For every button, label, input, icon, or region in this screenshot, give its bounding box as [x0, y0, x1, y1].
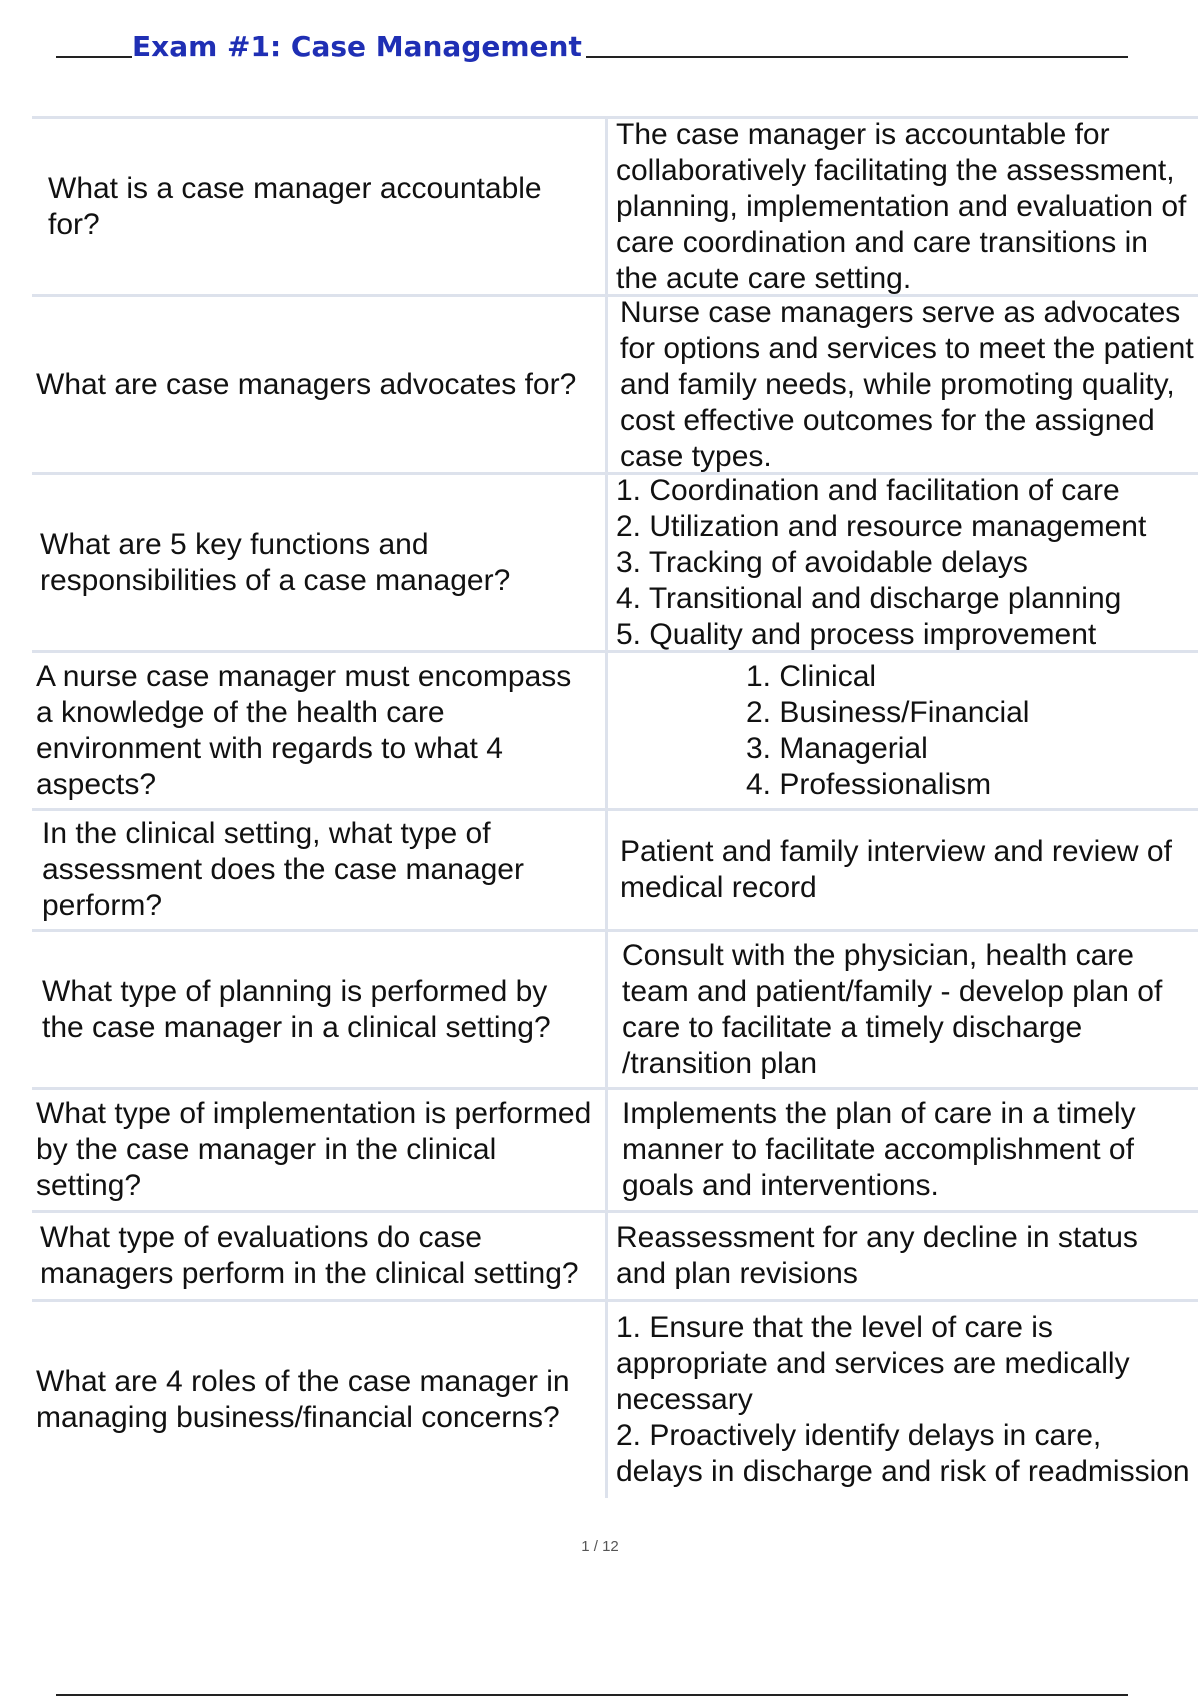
answer-cell	[608, 119, 1198, 294]
answer-text: Implements the plan of care in a timely manner to facilitate accomplishment of goals and interventions.	[622, 1097, 1136, 1202]
table-row	[32, 294, 1198, 472]
table-row	[32, 929, 1198, 1087]
list-item: 1. Ensure that the level of care is appropriate and services are medically necessary	[616, 1311, 1130, 1416]
question-cell	[32, 297, 608, 472]
footer-rule	[56, 1694, 1128, 1696]
list-item: 2. Business/Financial	[746, 695, 1030, 729]
answer-cell	[608, 1213, 1198, 1299]
list-item: 5. Quality and process improvement	[616, 617, 1097, 651]
list-item: 3. Tracking of avoidable delays	[616, 545, 1028, 579]
table-row	[32, 1210, 1198, 1299]
answer-cell	[608, 1302, 1198, 1498]
table-row	[32, 472, 1198, 650]
page-number: 1 / 12	[581, 1538, 619, 1555]
table-row	[32, 1087, 1198, 1210]
question-cell	[32, 811, 608, 929]
answer-list	[616, 659, 1196, 803]
question-text: What type of evaluations do case managers perform in the clinical setting?	[40, 1221, 579, 1290]
list-item: 1. Coordination and facilitation of care	[616, 473, 1120, 507]
answer-text: Nurse case managers serve as advocates for options and services to meet the patient and family needs, while promoting quality, cost effective outcomes for the assigned case types.	[620, 295, 1194, 473]
question-text: In the clinical setting, what type of assessment does the case manager perform?	[42, 817, 524, 922]
list-item: 4. Transitional and discharge planning	[616, 581, 1122, 615]
answer-list	[616, 473, 1196, 653]
question-cell	[32, 932, 608, 1087]
table-row	[32, 650, 1198, 808]
answer-cell	[608, 475, 1198, 650]
answer-cell	[608, 1090, 1198, 1210]
answer-text: The case manager is accountable for collaboratively facilitating the assessment, planning, implementation and evaluation of care coordination and care transitions in the acute care setting.	[616, 117, 1187, 295]
list-item: 2. Utilization and resource management	[616, 509, 1147, 543]
answer-text: Patient and family interview and review of medical record	[620, 835, 1172, 904]
question-text: What are case managers advocates for?	[36, 367, 577, 401]
answer-list	[616, 1310, 1196, 1490]
list-item: 4. Professionalism	[746, 767, 992, 801]
question-cell	[32, 119, 608, 294]
qa-table	[32, 116, 1198, 1498]
question-text: What type of planning is performed by the case manager in a clinical setting?	[42, 974, 551, 1044]
question-cell	[32, 1213, 608, 1299]
question-text: A nurse case manager must encompass a knowledge of the health care environment with regards to what 4 aspects?	[36, 659, 572, 801]
question-cell	[32, 1090, 608, 1210]
question-cell	[32, 475, 608, 650]
question-text: What are 5 key functions and responsibilities of a case manager?	[40, 527, 511, 597]
list-item: 1. Clinical	[746, 659, 877, 693]
question-text: What are 4 roles of the case manager in managing business/financial concerns?	[36, 1365, 570, 1434]
document-title: Exam #1: Case Management	[132, 30, 586, 63]
question-text: What type of implementation is performed by the case manager in the clinical setting?	[36, 1097, 592, 1202]
list-item: 2. Proactively identify delays in care, delays in discharge and risk of readmission	[616, 1419, 1190, 1488]
list-item: 3. Managerial	[746, 731, 928, 765]
question-cell	[32, 1302, 608, 1498]
question-cell	[32, 653, 608, 808]
question-text: What is a case manager accountable for?	[48, 171, 542, 241]
table-row	[32, 808, 1198, 929]
answer-cell	[608, 297, 1198, 472]
answer-text: Consult with the physician, health care team and patient/family - develop plan of care to facilitate a timely discharge /transition plan	[622, 938, 1163, 1080]
table-row	[32, 1299, 1198, 1498]
answer-cell	[608, 811, 1198, 929]
answer-text: Reassessment for any decline in status and plan revisions	[616, 1221, 1138, 1290]
answer-cell	[608, 932, 1198, 1087]
table-row	[32, 116, 1198, 294]
answer-cell	[608, 653, 1198, 808]
